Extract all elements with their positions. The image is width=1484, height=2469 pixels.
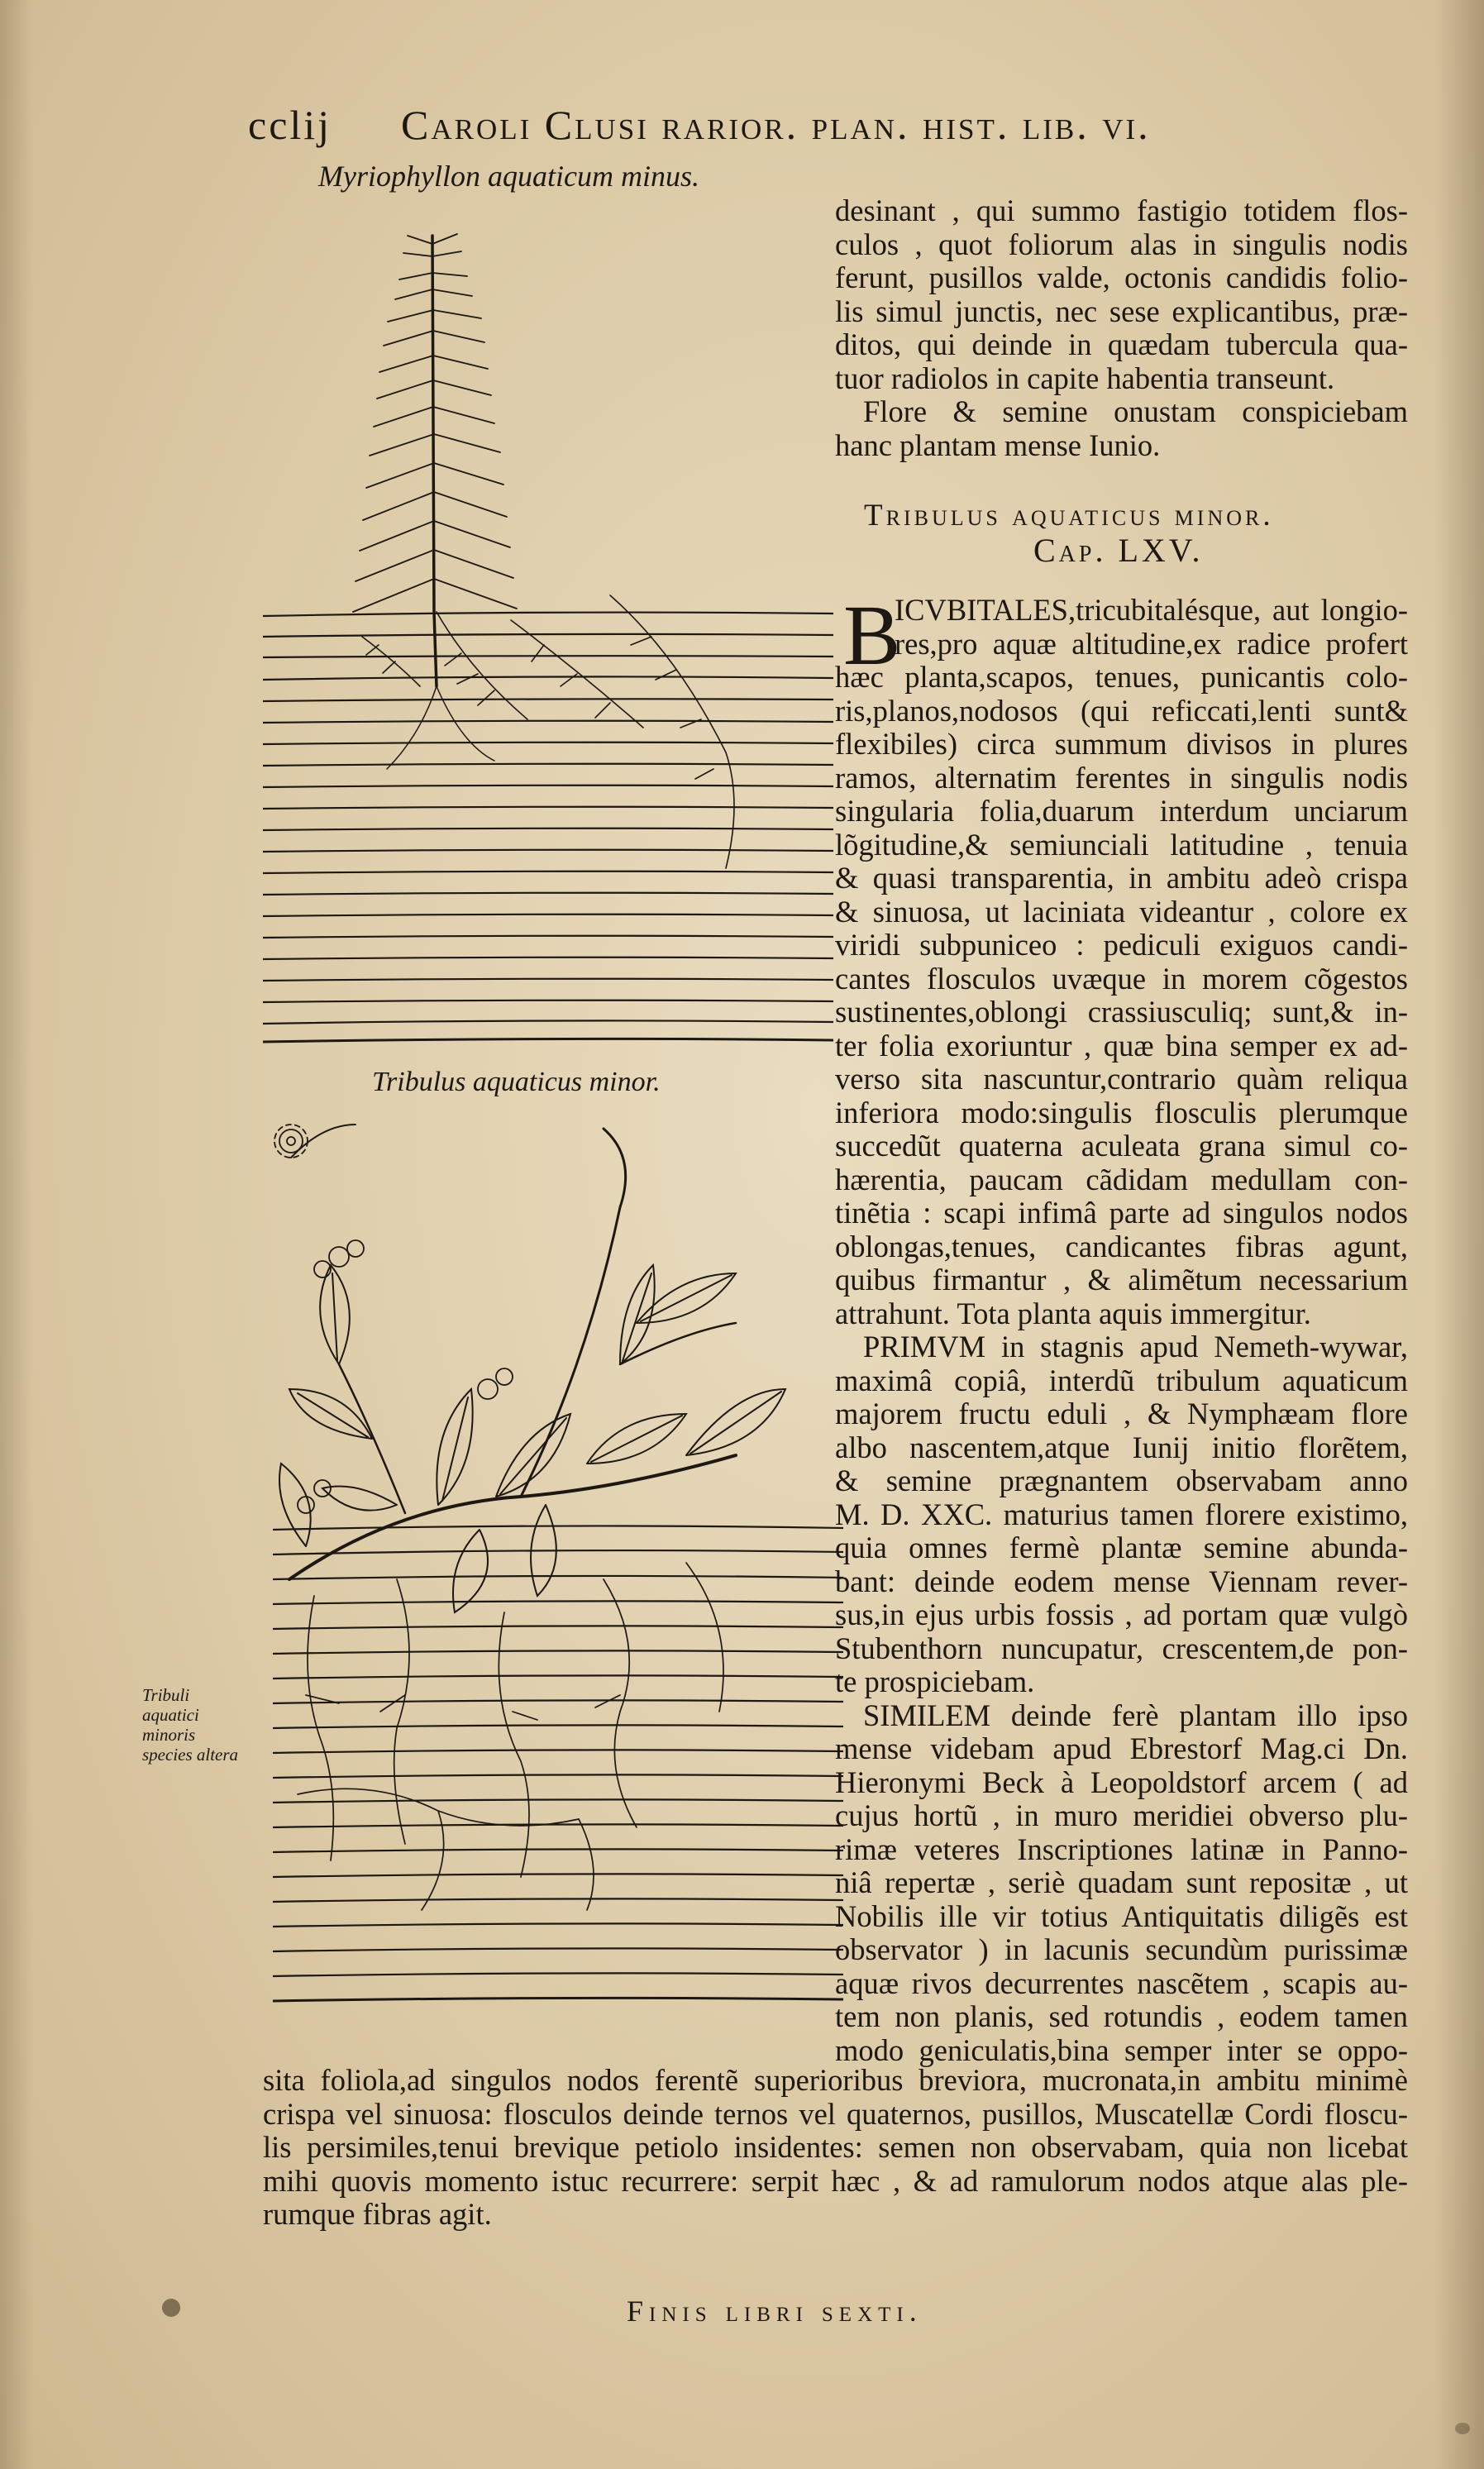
folio-number: cclij: [248, 102, 332, 148]
text-line: desinant , qui summo fastigio totidem flos-: [835, 193, 1408, 227]
text-line: te prospiciebam.: [835, 1664, 1035, 1698]
text-line: crispa vel sinuosa: flosculos deinde ternos vel quaternos, pusillos, Muscatellæ Cordi floscu-: [263, 2096, 1408, 2131]
margin-note: Tribuli aquatici minoris species altera: [142, 1685, 239, 1765]
text-line: M. D. XXC. maturius tamen florere existimo,: [835, 1497, 1408, 1531]
text-line: flexibiles) circa summum divisos in plures: [835, 727, 1408, 761]
text-line: SIMILEM deinde ferè plantam illo ipso: [863, 1698, 1408, 1732]
text-line: PRIMVM in stagnis apud Nemeth-wywar,: [863, 1330, 1408, 1363]
text-line: maximâ copiâ, interdũ tribulum aquaticum: [835, 1363, 1408, 1397]
text-line: & sinuosa, ut laciniata videantur , colore ex: [835, 894, 1408, 929]
text-line: lis persimiles,tenui brevique petiolo insidentes: semen non observabam, quia non licebat: [263, 2130, 1408, 2164]
text-line: hæc planta,scapos, tenues, punicantis colo-: [835, 660, 1408, 694]
text-line: res,pro aquæ altitudine,ex radice profert: [895, 626, 1408, 661]
text-line: tinẽtia : scapi infimâ parte ad singulos nodos: [835, 1196, 1408, 1230]
text-line: observator ) in lacunis secundùm purissimæ: [835, 1932, 1408, 1966]
text-line: ICVBITALES,tricubitalésque, aut longio-: [895, 593, 1408, 627]
text-line: rimæ veteres Inscriptiones latinæ in Panno-: [835, 1831, 1408, 1866]
text-block-main: [835, 661, 1408, 2067]
figure2-woodcut: [273, 1116, 843, 2042]
text-line: sus,in ejus urbis fossis , ad portam quæ vulgò: [835, 1597, 1408, 1631]
section-title: Tribulus aquaticus minor.: [864, 499, 1274, 532]
page-edge-shadow: [1434, 0, 1484, 2469]
text-line: succedũt quaterna aculeata grana simul co-: [835, 1129, 1408, 1163]
text-line: tuor radiolos in capite habentia transeunt.: [835, 361, 1335, 395]
text-line: sita foliola,ad singulos nodos ferentẽ superioribus breviora, mucronata,in ambitu minimè: [263, 2063, 1408, 2097]
text-line: viridi subpuniceo : pediculi exiguos candi-: [835, 928, 1408, 962]
ink-stain: [1455, 2423, 1470, 2434]
text-line: ditos, qui deinde in quædam tubercula qua-: [835, 327, 1408, 361]
figure1-caption: Myriophyllon aquaticum minus.: [318, 160, 699, 193]
text-line: tem non planis, sed rotundis , eodem tamen: [835, 1999, 1408, 2033]
text-line: lõgitudine,& semiunciali latitudine , tenuia: [835, 827, 1408, 862]
text-block-full-width: [263, 2064, 1408, 2232]
text-line: majorem fructu eduli , & Nymphæam flore: [835, 1397, 1408, 1430]
text-line: hærentia, paucam cãdidam medullam con-: [835, 1162, 1408, 1196]
page-header: [248, 101, 1356, 159]
text-line: Hieronymi Beck à Leopoldstorf arcem ( ad: [835, 1765, 1408, 1799]
drop-cap: B: [843, 588, 901, 683]
text-line: bant: deinde eodem mense Viennam rever-: [835, 1564, 1408, 1598]
text-line: mihi quovis momento istuc recurrere: serpit hæc , & ad ramulorum nodos atque alas ple-: [263, 2163, 1408, 2198]
text-line: ris,planos,nodosos (qui reficcati,lenti sunt&: [835, 693, 1408, 728]
text-line: Flore & semine onustam conspiciebam: [863, 394, 1408, 428]
page-gutter-shadow: [0, 0, 33, 2469]
text-line: ramos, alternatim ferentes in singulis nodis: [835, 760, 1408, 795]
text-block-dropcap-lines: [895, 594, 1408, 661]
text-line: verso sita nascuntur,contrario quàm reliqua: [835, 1062, 1408, 1096]
text-line: oblongas,tenues, candicantes fibras agunt,: [835, 1229, 1408, 1263]
text-line: lis simul junctis, nec sese explicantibus, præ-: [835, 294, 1408, 328]
ink-stain: [162, 2299, 180, 2317]
text-line: & semine prægnantem observabam anno: [835, 1464, 1408, 1497]
text-line: ferunt, pusillos valde, octonis candidis folio-: [835, 260, 1408, 294]
figure1-woodcut: [263, 223, 833, 1058]
text-line: Stubenthorn nuncupatur, crescentem,de pon-: [835, 1631, 1408, 1665]
text-line: hanc plantam mense Iunio.: [835, 427, 1161, 462]
text-line: rumque fibras agit.: [263, 2197, 492, 2231]
finis-line: Finis libri sexti.: [627, 2295, 923, 2328]
running-head: Caroli Clusi rarior. plan. hist. lib. vi.: [401, 102, 1151, 148]
text-line: mense videbam apud Ebrestorf Mag.ci Dn.: [835, 1731, 1408, 1765]
text-line: & quasi transparentia, in ambitu adeò crispa: [835, 861, 1408, 895]
text-line: sustinentes,oblongi crassiusculiq; sunt,& in-: [835, 995, 1408, 1029]
text-line: attrahunt. Tota planta aquis immergitur.: [835, 1296, 1311, 1330]
text-line: inferiora modo:singulis flosculis plerumque: [835, 1095, 1408, 1129]
chapter-number: Cap. LXV.: [1033, 532, 1204, 569]
text-line: culos , quot foliorum alas in singulis nodis: [835, 227, 1408, 261]
text-line: singularia folia,duarum interdum unciarum: [835, 794, 1408, 828]
figure2-caption: Tribulus aquaticus minor.: [372, 1067, 661, 1097]
text-line: quia omnes fermè plantæ semine abunda-: [835, 1531, 1408, 1564]
text-line: niâ repertæ , seriè quadam sunt repositæ , ut: [835, 1865, 1408, 1899]
text-line: cujus hortũ , in muro meridiei obverso plu-: [835, 1798, 1408, 1832]
text-line: ter folia exoriuntur , quæ bina semper ex ad-: [835, 1028, 1408, 1063]
text-line: cantes flosculos uvæque in morem cõgestos: [835, 961, 1408, 996]
text-line: aquæ rivos decurrentes nascẽtem , scapis au-: [835, 1965, 1408, 2000]
text-block-top: [835, 194, 1408, 462]
text-line: Nobilis ille vir totius Antiquitatis diligẽs est: [835, 1898, 1408, 1933]
text-line: modo geniculatis,bina semper inter se oppo-: [835, 2032, 1408, 2067]
text-line: quibus firmantur , & alimẽtum necessarium: [835, 1263, 1408, 1297]
text-line: albo nascentem,atque Iunij initio florẽtem,: [835, 1430, 1408, 1464]
